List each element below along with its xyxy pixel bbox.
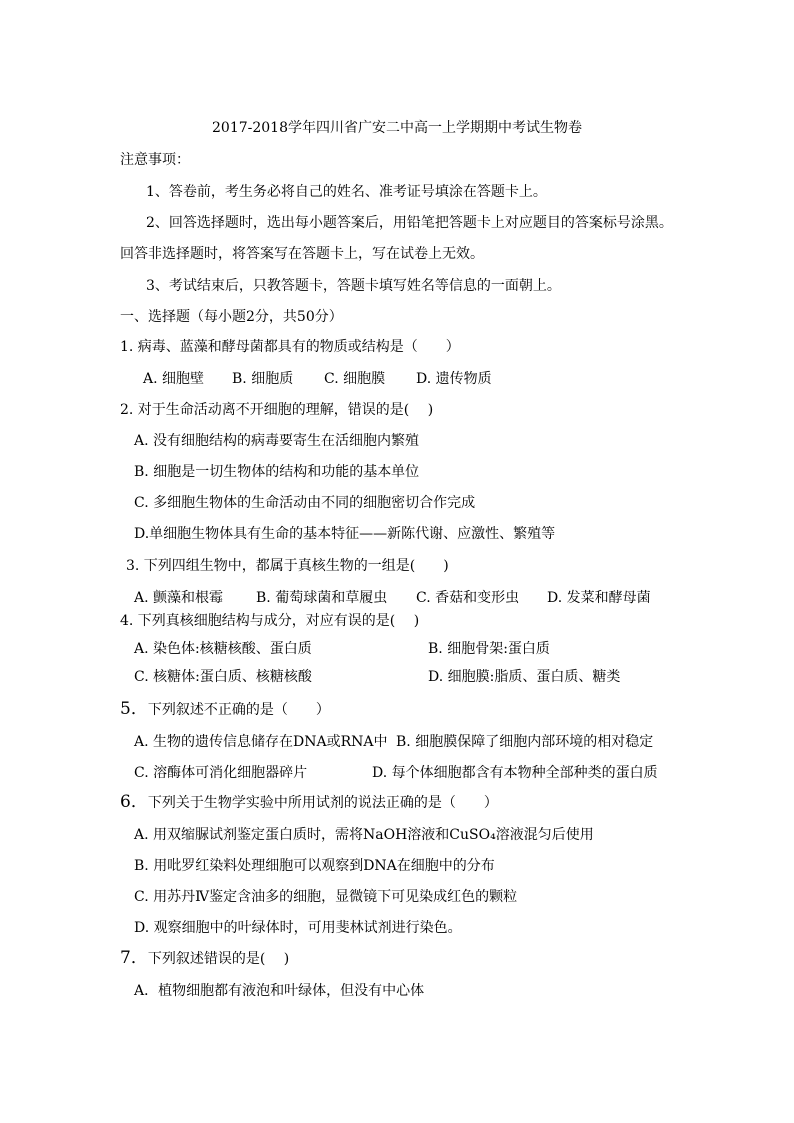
q1-stem: 1. 病毒、蓝藻和酵母菌都具有的物质或结构是（ ）	[120, 339, 460, 355]
notice-1: 1、答卷前，考生务必将自己的姓名、准考证号填涂在答题卡上。	[146, 184, 547, 200]
q6-number: 6．	[120, 792, 148, 812]
q1-option-a: A. 细胞壁	[143, 371, 205, 387]
q4-option-c: C. 核糖体:蛋白质、核糖核酸	[134, 669, 312, 685]
q2-option-a: A. 没有细胞结构的病毒要寄生在活细胞内繁殖	[134, 433, 420, 449]
q4-option-d: D. 细胞膜:脂质、蛋白质、糖类	[428, 669, 621, 685]
q6-option-c: C. 用苏丹Ⅳ鉴定含油多的细胞，显微镜下可见染成红色的颗粒	[134, 889, 518, 905]
q5-option-a: A. 生物的遗传信息储存在DNA或RNA中	[134, 734, 388, 750]
section-heading: 一、选择题（每小题2分，共50分）	[120, 309, 343, 325]
q7-stem	[120, 948, 289, 969]
q4-option-b: B. 细胞骨架:蛋白质	[428, 641, 550, 657]
q3-stem: 3. 下列四组生物中，都属于真核生物的一组是( )	[126, 558, 449, 574]
q1-option-b: B. 细胞质	[232, 371, 294, 387]
q5-option-c: C. 溶酶体可消化细胞器碎片	[134, 765, 308, 781]
q6-option-b: B. 用吡罗红染料处理细胞可以观察到DNA在细胞中的分布	[134, 858, 495, 874]
q3-option-c: C. 香菇和变形虫	[416, 590, 520, 606]
q6-text: 下列关于生物学实验中所用试剂的说法正确的是（ ）	[147, 795, 498, 811]
q2-stem: 2. 对于生命活动离不开细胞的理解，错误的是( )	[120, 402, 434, 418]
q3-option-a: A. 颤藻和根霉	[134, 590, 224, 606]
q1-option-d: D. 遗传物质	[416, 371, 492, 387]
q5-number: 5．	[120, 699, 148, 719]
q2-option-d: D.单细胞生物体具有生命的基本特征——新陈代谢、应激性、繁殖等	[134, 526, 556, 542]
notice-3: 3、考试结束后，只教答题卡，答题卡填写姓名等信息的一面朝上。	[146, 278, 561, 294]
q6-option-d: D. 观察细胞中的叶绿体时，可用斐林试剂进行染色。	[134, 920, 462, 936]
q5-text: 下列叙述不正确的是（ ）	[147, 702, 330, 718]
q1-option-c: C. 细胞膜	[324, 371, 386, 387]
q6-stem	[120, 792, 498, 813]
q2-option-c: C. 多细胞生物体的生命活动由不同的细胞密切合作完成	[134, 495, 476, 511]
q5-option-b: B. 细胞膜保障了细胞内部环境的相对稳定	[396, 734, 654, 750]
q4-option-a: A. 染色体:核糖核酸、蛋白质	[134, 641, 312, 657]
q7-number: 7．	[120, 948, 148, 968]
q6-option-a: A. 用双缩脲试剂鉴定蛋白质时，需将NaOH溶液和CuSO₄溶液混匀后使用	[134, 827, 594, 843]
q7-text: 下列叙述错误的是( )	[147, 951, 290, 967]
q7-option-a: A．植物细胞都有液泡和叶绿体，但没有中心体	[134, 983, 425, 999]
q3-option-d: D. 发菜和酵母菌	[547, 590, 651, 606]
notice-heading: 注意事项：	[120, 152, 190, 168]
notice-2: 2、回答选择题时，选出每小题答案后，用铅笔把答题卡上对应题目的答案标号涂黑。	[146, 215, 673, 231]
notice-2-cont: 回答非选择题时，将答案写在答题卡上，写在试卷上无效。	[120, 246, 484, 262]
q4-stem: 4. 下列真核细胞结构与成分，对应有误的是( )	[120, 613, 420, 629]
exam-title: 2017-2018学年四川省广安二中高一上学期期中考试生物卷	[212, 120, 582, 136]
q5-option-d: D. 每个体细胞都含有本物种全部种类的蛋白质	[372, 765, 658, 781]
q2-option-b: B. 细胞是一切生物体的结构和功能的基本单位	[134, 464, 420, 480]
q3-option-b: B. 葡萄球菌和草履虫	[256, 590, 388, 606]
q5-stem	[120, 699, 330, 720]
